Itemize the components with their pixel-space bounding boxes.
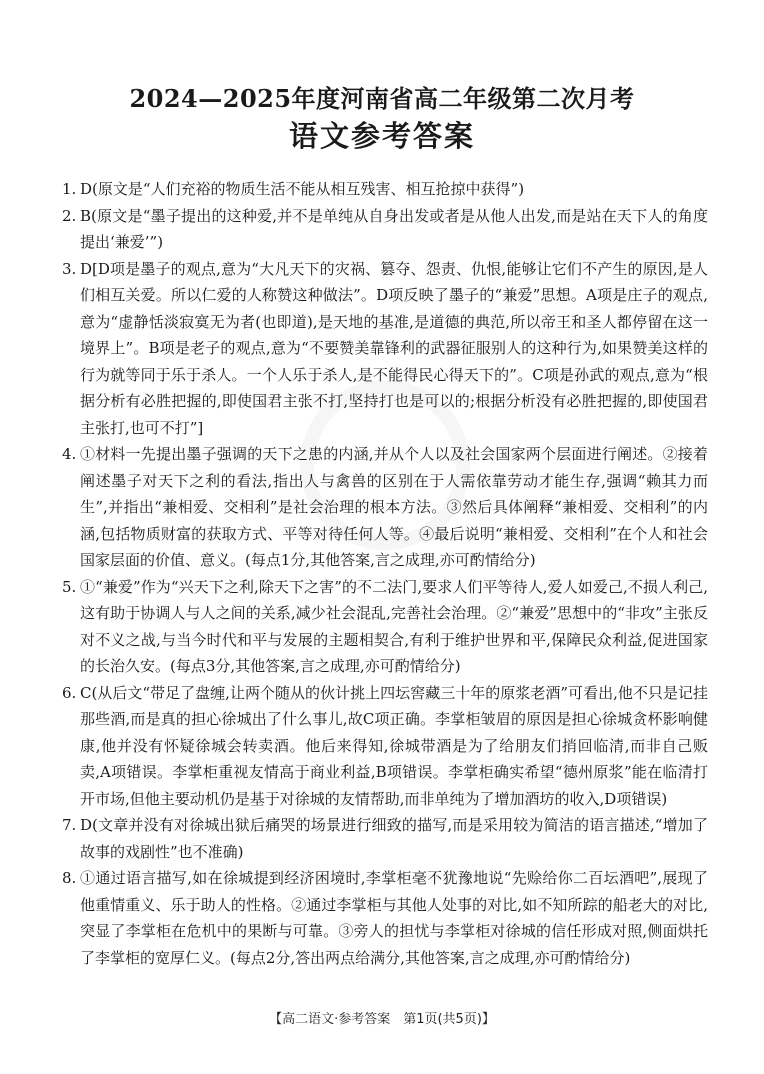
answer-list [62,176,708,971]
answer-text: ①“兼爱”作为“兴天下之利,除天下之害”的不二法门,要求人们平等待人,爱人如爱己,不损人利己,这有助于协调人与人之间的关系,减少社会混乱,完善社会治理。②“兼爱”思想中的“非攻”主张反对不义之战,与当今时代和平与发展的主题相契合,有利于维护世界和平,保障民众利益,促进国家的长治久安。(每点3分,其他答案,言之成理,亦可酌情给分) [80,577,708,675]
answer-text: D(原文是“人们充裕的物质生活不能从相互残害、相互抢掠中获得”) [80,180,525,198]
exam-title: 2024—2025年度河南省高二年级第二次月考 [129,84,635,113]
answer-number: 1. [62,180,77,198]
answer-text: ①通过语言描写,如在徐城提到经济困境时,李掌柜毫不犹豫地说“先赊给你二百坛酒吧”,展现了他重情重义、乐于助人的性格。②通过李掌柜与其他人处事的对比,如不知所踪的船老大的对比,突显了李掌柜在危机中的果断与可靠。③旁人的担忧与李掌柜对徐城的信任形成对照,侧面烘托了李掌柜的宽厚仁义。(每点2分,答出两点给满分,其他答案,言之成理,亦可酌情给分) [80,869,708,967]
answer-item [62,176,708,203]
answer-text: D(文章并没有对徐城出狱后痛哭的场景进行细致的描写,而是采用较为简洁的语言描述,“增加了故事的戏剧性”也不准确) [80,816,708,861]
answer-item [62,574,708,680]
answer-item [62,256,708,442]
document-subtitle: 语文参考答案 [288,119,475,153]
answer-number: 5. [62,577,77,596]
answer-number: 4. [62,445,77,463]
answer-number: 2. [62,206,77,225]
answer-text: B(原文是“墨子提出的这种爱,并不是单纯从自身出发或者是从他人出发,而是站在天下人的角度提出‘兼爱’”) [80,206,708,251]
answer-item [62,812,708,865]
answer-item [62,203,708,256]
page-footer: 【高二语文·参考答案 第1页(共5页)】 [269,1012,495,1027]
answer-number: 8. [62,869,77,887]
answer-text: C(从后文“带足了盘缠,让两个随从的伙计挑上四坛窖藏三十年的原浆老酒”可看出,他不只是记挂那些酒,而是真的担心徐城出了什么事儿,故C项正确。李掌柜皱眉的原因是担心徐城贪杯影响健康,他并没有怀疑徐城会转卖酒。他后来得知,徐城带酒是为了给朋友们捎回临清,而非自己贩卖,A项错误。李掌柜重视友情高于商业利益,B项错误。李掌柜确实希望“德州原浆”能在临清打开市场,但他主要动机仍是基于对徐城的友情帮助,而非单纯为了增加酒坊的收入,D项错误) [80,683,708,808]
answer-number: 7. [62,816,77,834]
answer-text: D[D项是墨子的观点,意为“大凡天下的灾祸、篡夺、怨责、仇恨,能够让它们不产生的原因,是人们相互关爱。所以仁爱的人称赞这种做法”。D项反映了墨子的“兼爱”思想。A项是庄子的观点,意为“虚静恬淡寂寞无为者(也即道),是天地的基准,是道德的典范,所以帝王和圣人都停留在这一境界上”。B项是老子的观点,意为“不要赞美靠锋利的武器征服别人的这种行为,如果赞美这样的行为就等同于乐于杀人。一个人乐于杀人,是不能得民心得天下的”。C项是孙武的观点,意为“根据分析有必胜把握的,即使国君主张不打,坚持打也是可以的;根据分析没有必胜把握的,即使国君主张打,也可不打”] [80,259,708,437]
answer-item [62,865,708,971]
answer-number: 3. [62,259,77,278]
answer-number: 6. [62,683,77,702]
answer-item [62,441,708,574]
answer-text: ①材料一先提出墨子强调的天下之患的内涵,并从个人以及社会国家两个层面进行阐述。②接着阐述墨子对天下之利的看法,指出人与禽兽的区别在于人需依靠劳动才能生存,强调“赖其力而生”,并指出“兼相爱、交相利”是社会治理的根本方法。③然后具体阐释“兼相爱、交相利”的内涵,包括物质财富的获取方式、平等对待任何人等。④最后说明“兼相爱、交相利”在个人和社会国家层面的价值、意义。(每点1分,其他答案,言之成理,亦可酌情给分) [80,445,708,569]
answer-item [62,680,708,813]
